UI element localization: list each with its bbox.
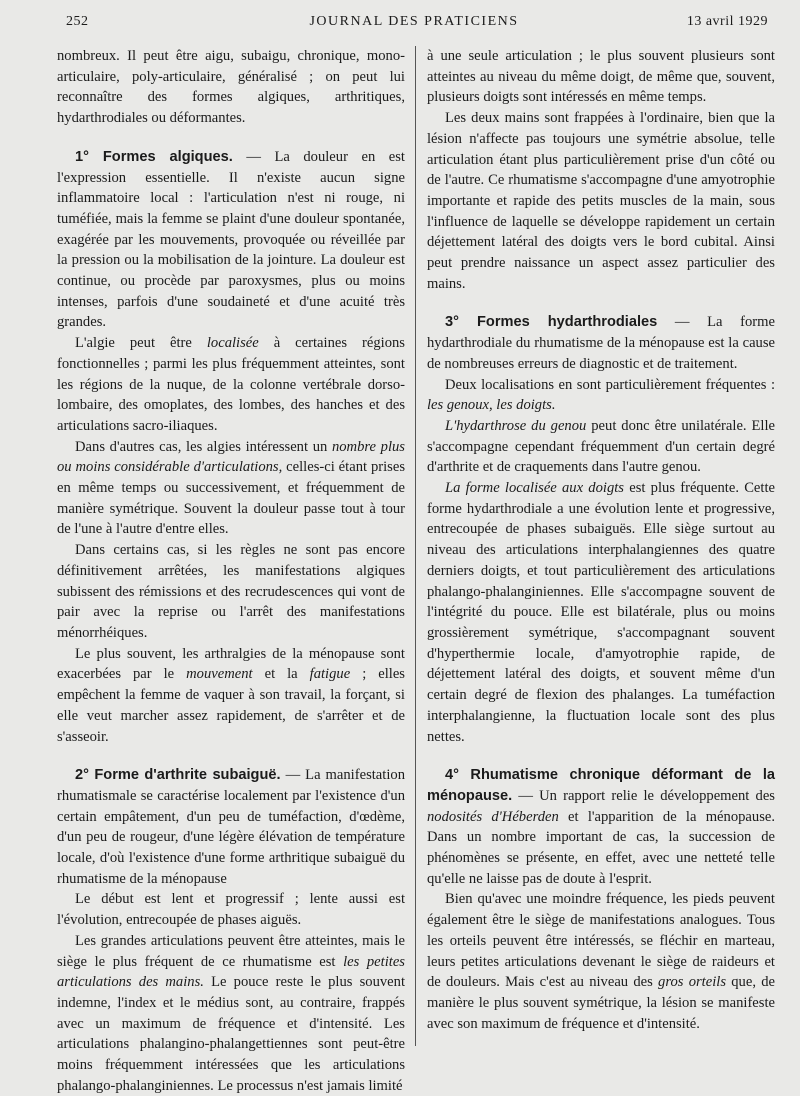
text-run: et la — [252, 666, 310, 683]
text-run: peut donc être unilatérale. Elle s'accompagne cependant fréquemment d'un certain degré d'arthrite et de craquements dans l'autre genou. — [427, 417, 775, 476]
paragraph: à une seule articulation ; le plus souvent plusieurs sont atteintes au niveau du même doigt, de même que, souvent, plusieurs doigts sont intéressés en même temps. — [427, 48, 775, 106]
italic-run: les genoux, les doigts. — [427, 397, 556, 414]
italic-run: La forme localisée aux doigts — [445, 480, 624, 497]
paragraph: Dans certains cas, si les règles ne sont pas encore définitivement arrêtées, les manifestations algiques subissent des rémissions et des recrudescences qui vont de pair avec la reprise ou l'arrêt des manifestations ménorrhéiques. — [57, 542, 405, 641]
text-run: Le plus souvent, les arthralgies de la ménopause sont exacerbées par le — [57, 645, 405, 683]
paragraph: Le début est lent et progressif ; lente aussi est l'évolution, entrecoupée de phases aiguës. — [57, 891, 405, 929]
paragraph — [427, 478, 775, 747]
text-run: que, de manière le plus souvent symétrique, la lésion se manifeste avec son maximum de fréquence et d'intensité. — [427, 974, 776, 1032]
section-heading: 3° Formes hydarthrodiales — [445, 314, 658, 331]
text-run: Deux localisations en sont particulièrement fréquentes : — [445, 376, 775, 393]
section-rhumatisme-deformant — [427, 765, 775, 889]
paragraph: nombreux. Il peut être aigu, subaigu, chronique, mono-articulaire, poly-articulaire, généralisé ; on peut lui reconnaître des formes algiques, arthritiques, hydarthrodiales ou déformantes. — [57, 48, 405, 127]
italic-run: mouvement — [186, 666, 253, 683]
text-run: ; elles empêchent la femme de vaquer à son travail, la forçant, si elle veut marcher assez rapidement, de s'arrêter et de s'asseoir. — [57, 666, 405, 745]
text-run: Le pouce reste le plus souvent indemne, l'index et le médius sont, au contraire, frappés avec un maximum de fréquence et d'intensité. Les articulations phalangino-phalangettiennes sont peut-être moins fréquemment intéressées que les articulations phalango-phalanginiennes. Le processus n'est jamais limité — [57, 974, 406, 1094]
text-run: Bien qu'avec une moindre fréquence, les pieds peuvent également être le siège de manifestations analogues. Tous les orteils peuvent être intéressés, se fléchir en marteau, leurs petites articulations devenant le siège de raideurs et de douleurs. Mais c'est au niveau des — [427, 891, 775, 991]
italic-run: nombre plus ou moins considérable d'articulations, — [57, 438, 405, 476]
left-column — [57, 46, 405, 1096]
text-run: est plus fréquente. Cette forme hydarthrodiale a une évolution lente et progressive, entrecoupée de phases subaiguës. Elle siège surtout au niveau des articulations interphalangiennes des quatre derniers doigts, et tout particulièrement des articulations phalango-phalanginiennes. Elle s'accompagne souvent de l'intégrité du pouce. Elle est bilatérale, plus ou moins grossièrement symétrique, s'accompagnant souvent d'hyperthermie locale, d'amyotrophie rapide, de déjettement latéral des doigts, et souvent même d'un certain degré de flexion des phalanges. La tuméfaction interphalangienne, la fluctuation locale sont des plus nettes. — [427, 480, 775, 745]
journal-title: JOURNAL DES PRATICIENS — [309, 14, 519, 29]
italic-run: fatigue — [309, 666, 351, 683]
text-run: — Un rapport relie le développement des — [512, 787, 775, 804]
text-run: à certaines régions fonctionnelles ; parmi les plus fréquemment atteintes, sont les régions de la nuque, de la colonne vertébrale dorso-lombaire, des omoplates, des lombes, des hanches et des articulations sacro-iliaques. — [57, 335, 405, 434]
italic-run: L'hydarthrose du genou — [445, 417, 587, 434]
section-heading: 1° Formes algiques. — [75, 148, 233, 165]
section-heading: 2° Forme d'arthrite subaiguë. — [75, 767, 281, 784]
text-run: et l'apparition de la ménopause. Dans un nombre important de cas, la succession de phénomènes se présente, en effet, avec une netteté telle qu'elle ne laisse pas de doute à l'esprit. — [427, 808, 775, 887]
paragraph-text: — La forme hydarthrodiale du rhumatisme de la ménopause est la cause de nombreuses erreurs de diagnostic et de traitement. — [427, 314, 775, 372]
paragraph — [427, 416, 775, 478]
paragraph — [427, 889, 775, 1034]
issue-date: 13 avril 1929 — [686, 14, 768, 29]
right-column — [427, 46, 775, 1034]
text-run: celles-ci étant prises en même temps ou successivement, et fréquemment de manière symétrique. Souvent la douleur passe tout à tour de l'une à l'autre d'entre elles. — [57, 459, 406, 538]
column-divider — [415, 46, 416, 1046]
italic-run: localisée — [206, 335, 259, 352]
italic-run: les petites articulations des mains. — [57, 953, 405, 991]
paragraph-text: — La manifestation rhumatismale se caractérise localement par l'existence d'un certain empâtement, d'un peu de tuméfaction, d'œdème, d'un peu de rougeur, d'une légère élévation de température locale, d'où l'existence d'une forme arthritique subaiguë du rhumatisme de la ménopause — [57, 767, 405, 887]
paragraph — [57, 931, 405, 1096]
italic-run: nodosités d'Héberden — [427, 808, 559, 825]
section-heading: 4° Rhumatisme chronique déformant de la ménopause. — [427, 767, 775, 804]
paragraph — [57, 437, 405, 541]
running-header — [60, 14, 768, 36]
paragraph — [57, 644, 405, 748]
text-run: L'algie peut être — [75, 335, 207, 352]
section-formes-hydarthrodiales — [427, 312, 775, 374]
paragraph: Les deux mains sont frappées à l'ordinaire, bien que la lésion n'affecte pas toujours une symétrie absolue, telle articulation étant plus particulièrement prise d'un côté ou de l'autre. Ce rhumatisme s'accompagne d'une amyotrophie importante et rapide des petits muscles de la main, sous l'influence de laquelle se développe rapidement un certain déjettement latéral des doigts vers le bord cubital. Ainsi peut prendre naissance un aspect assez particulier des mains. — [427, 110, 775, 292]
text-run: Dans d'autres cas, les algies intéressent un — [75, 438, 332, 455]
text-run: Les grandes articulations peuvent être atteintes, mais le siège le plus fréquent de ce rhumatisme est — [57, 932, 405, 970]
paragraph — [427, 375, 775, 416]
paragraph — [57, 333, 405, 437]
italic-run: gros orteils — [658, 974, 727, 991]
page-number: 252 — [66, 14, 89, 29]
section-arthrite-subaigue — [57, 765, 405, 889]
paragraph-text: — La douleur en est l'expression essentielle. Il n'existe aucun signe inflammatoire local : l'articulation n'est ni rouge, ni tuméfiée, mais la femme se plaint d'une douleur spontanée, exagérée par les mouvements, provoquée ou réveillée par la pression ou la mobilisation de la jointure. La douleur est continue, ou procède par paroxysmes, plus ou moins intenses, parfois d'une soudaineté et d'une acuité très grandes. — [57, 148, 405, 331]
section-formes-algiques — [57, 147, 405, 333]
